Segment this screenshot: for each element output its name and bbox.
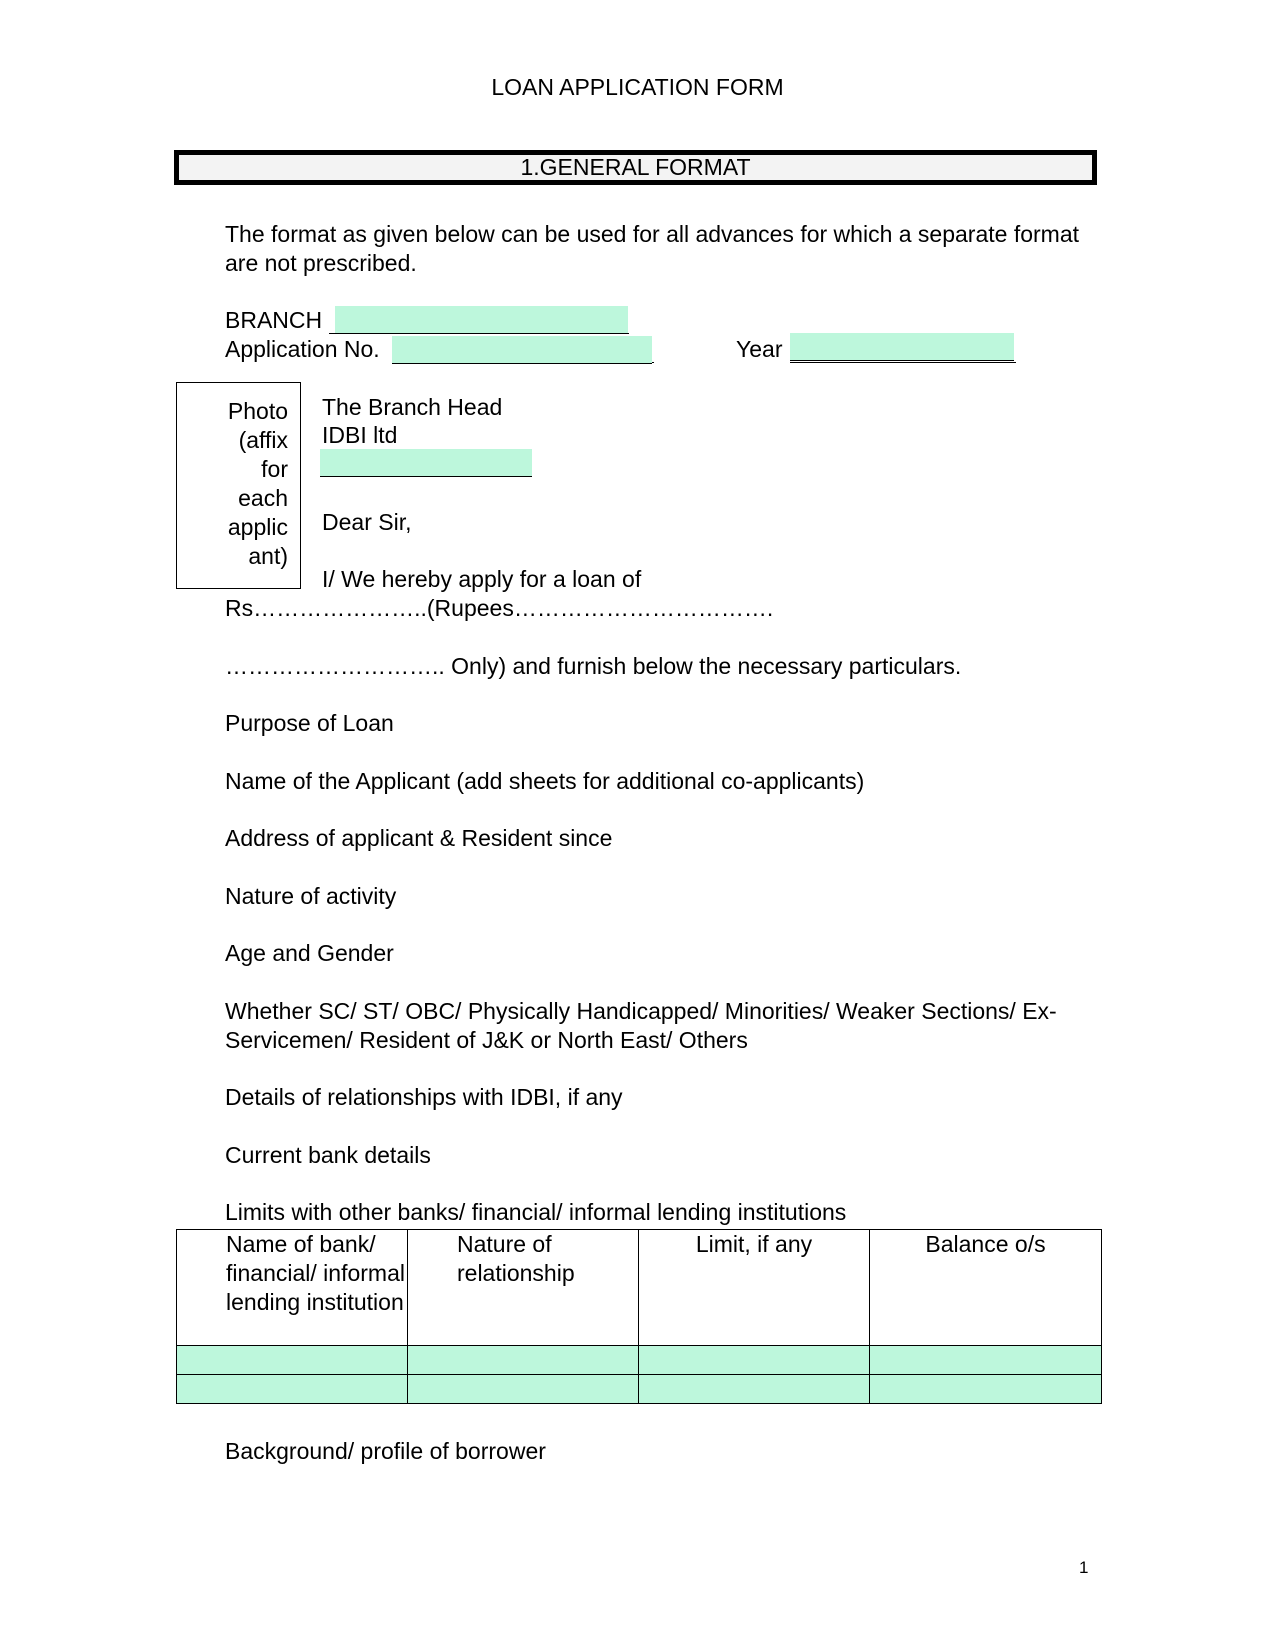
page-number: 1 [1079,1558,1089,1577]
addressee-line-1: The Branch Head [322,394,503,420]
section-heading: 1.GENERAL FORMAT [174,150,1097,185]
bank-details-label: Current bank details [225,1142,431,1168]
limits-heading: Limits with other banks/ financial/ informal lending institutions [225,1199,847,1225]
age-gender-label: Age and Gender [225,940,394,966]
apply-line: I/ We hereby apply for a loan of [322,566,642,592]
purpose-of-loan-label: Purpose of Loan [225,710,394,736]
header-balance: Balance o/s [870,1230,1102,1346]
page-title: LOAN APPLICATION FORM [491,74,784,100]
year-underline [790,362,1016,363]
branch-input[interactable] [335,306,628,334]
intro-line-1: The format as given below can be used for all advances for which a separate format [225,221,1080,247]
table-cell-input[interactable] [177,1375,408,1404]
table-row [177,1346,1102,1375]
year-input[interactable] [790,333,1014,361]
photo-box[interactable] [176,382,301,589]
header-nature-relationship: Nature of relationship [408,1230,639,1346]
table-cell-input[interactable] [177,1346,408,1375]
addressee-line-2: IDBI ltd [322,422,398,448]
application-no-label: Application No. [225,336,380,362]
amount-line: Rs…………………..(Rupees……………………………. [225,595,774,621]
year-label: Year [736,336,783,362]
header-limit: Limit, if any [639,1230,870,1346]
branch-label: BRANCH [225,307,323,333]
intro-line-2: are not prescribed. [225,250,417,276]
relationship-label: Details of relationships with IDBI, if any [225,1084,623,1110]
branch-address-input[interactable] [320,449,532,477]
category-line-2: Servicemen/ Resident of J&K or North East/ Others [225,1027,748,1053]
amount-line-2: ……………………….. Only) and furnish below the necessary particulars. [225,653,962,679]
application-no-input[interactable] [392,336,652,364]
salutation: Dear Sir, [322,509,412,535]
table-cell-input[interactable] [870,1346,1102,1375]
table-cell-input[interactable] [639,1375,870,1404]
applicant-address-label: Address of applicant & Resident since [225,825,613,851]
header-bank-name: Name of bank/ financial/ informal lending institution [177,1230,408,1346]
table-cell-input[interactable] [870,1375,1102,1404]
category-line-1: Whether SC/ ST/ OBC/ Physically Handicapped/ Minorities/ Weaker Sections/ Ex- [225,998,1057,1024]
table-header-row [177,1230,1102,1346]
table-cell-input[interactable] [408,1375,639,1404]
photo-instructions: Photo (affix for each applic ant) [227,398,288,569]
nature-of-activity-label: Nature of activity [225,883,397,909]
applicant-name-label: Name of the Applicant (add sheets for additional co-applicants) [225,768,865,794]
table-cell-input[interactable] [639,1346,870,1375]
limits-table [176,1229,1102,1404]
background-label: Background/ profile of borrower [225,1438,546,1464]
table-cell-input[interactable] [408,1346,639,1375]
table-row [177,1375,1102,1404]
